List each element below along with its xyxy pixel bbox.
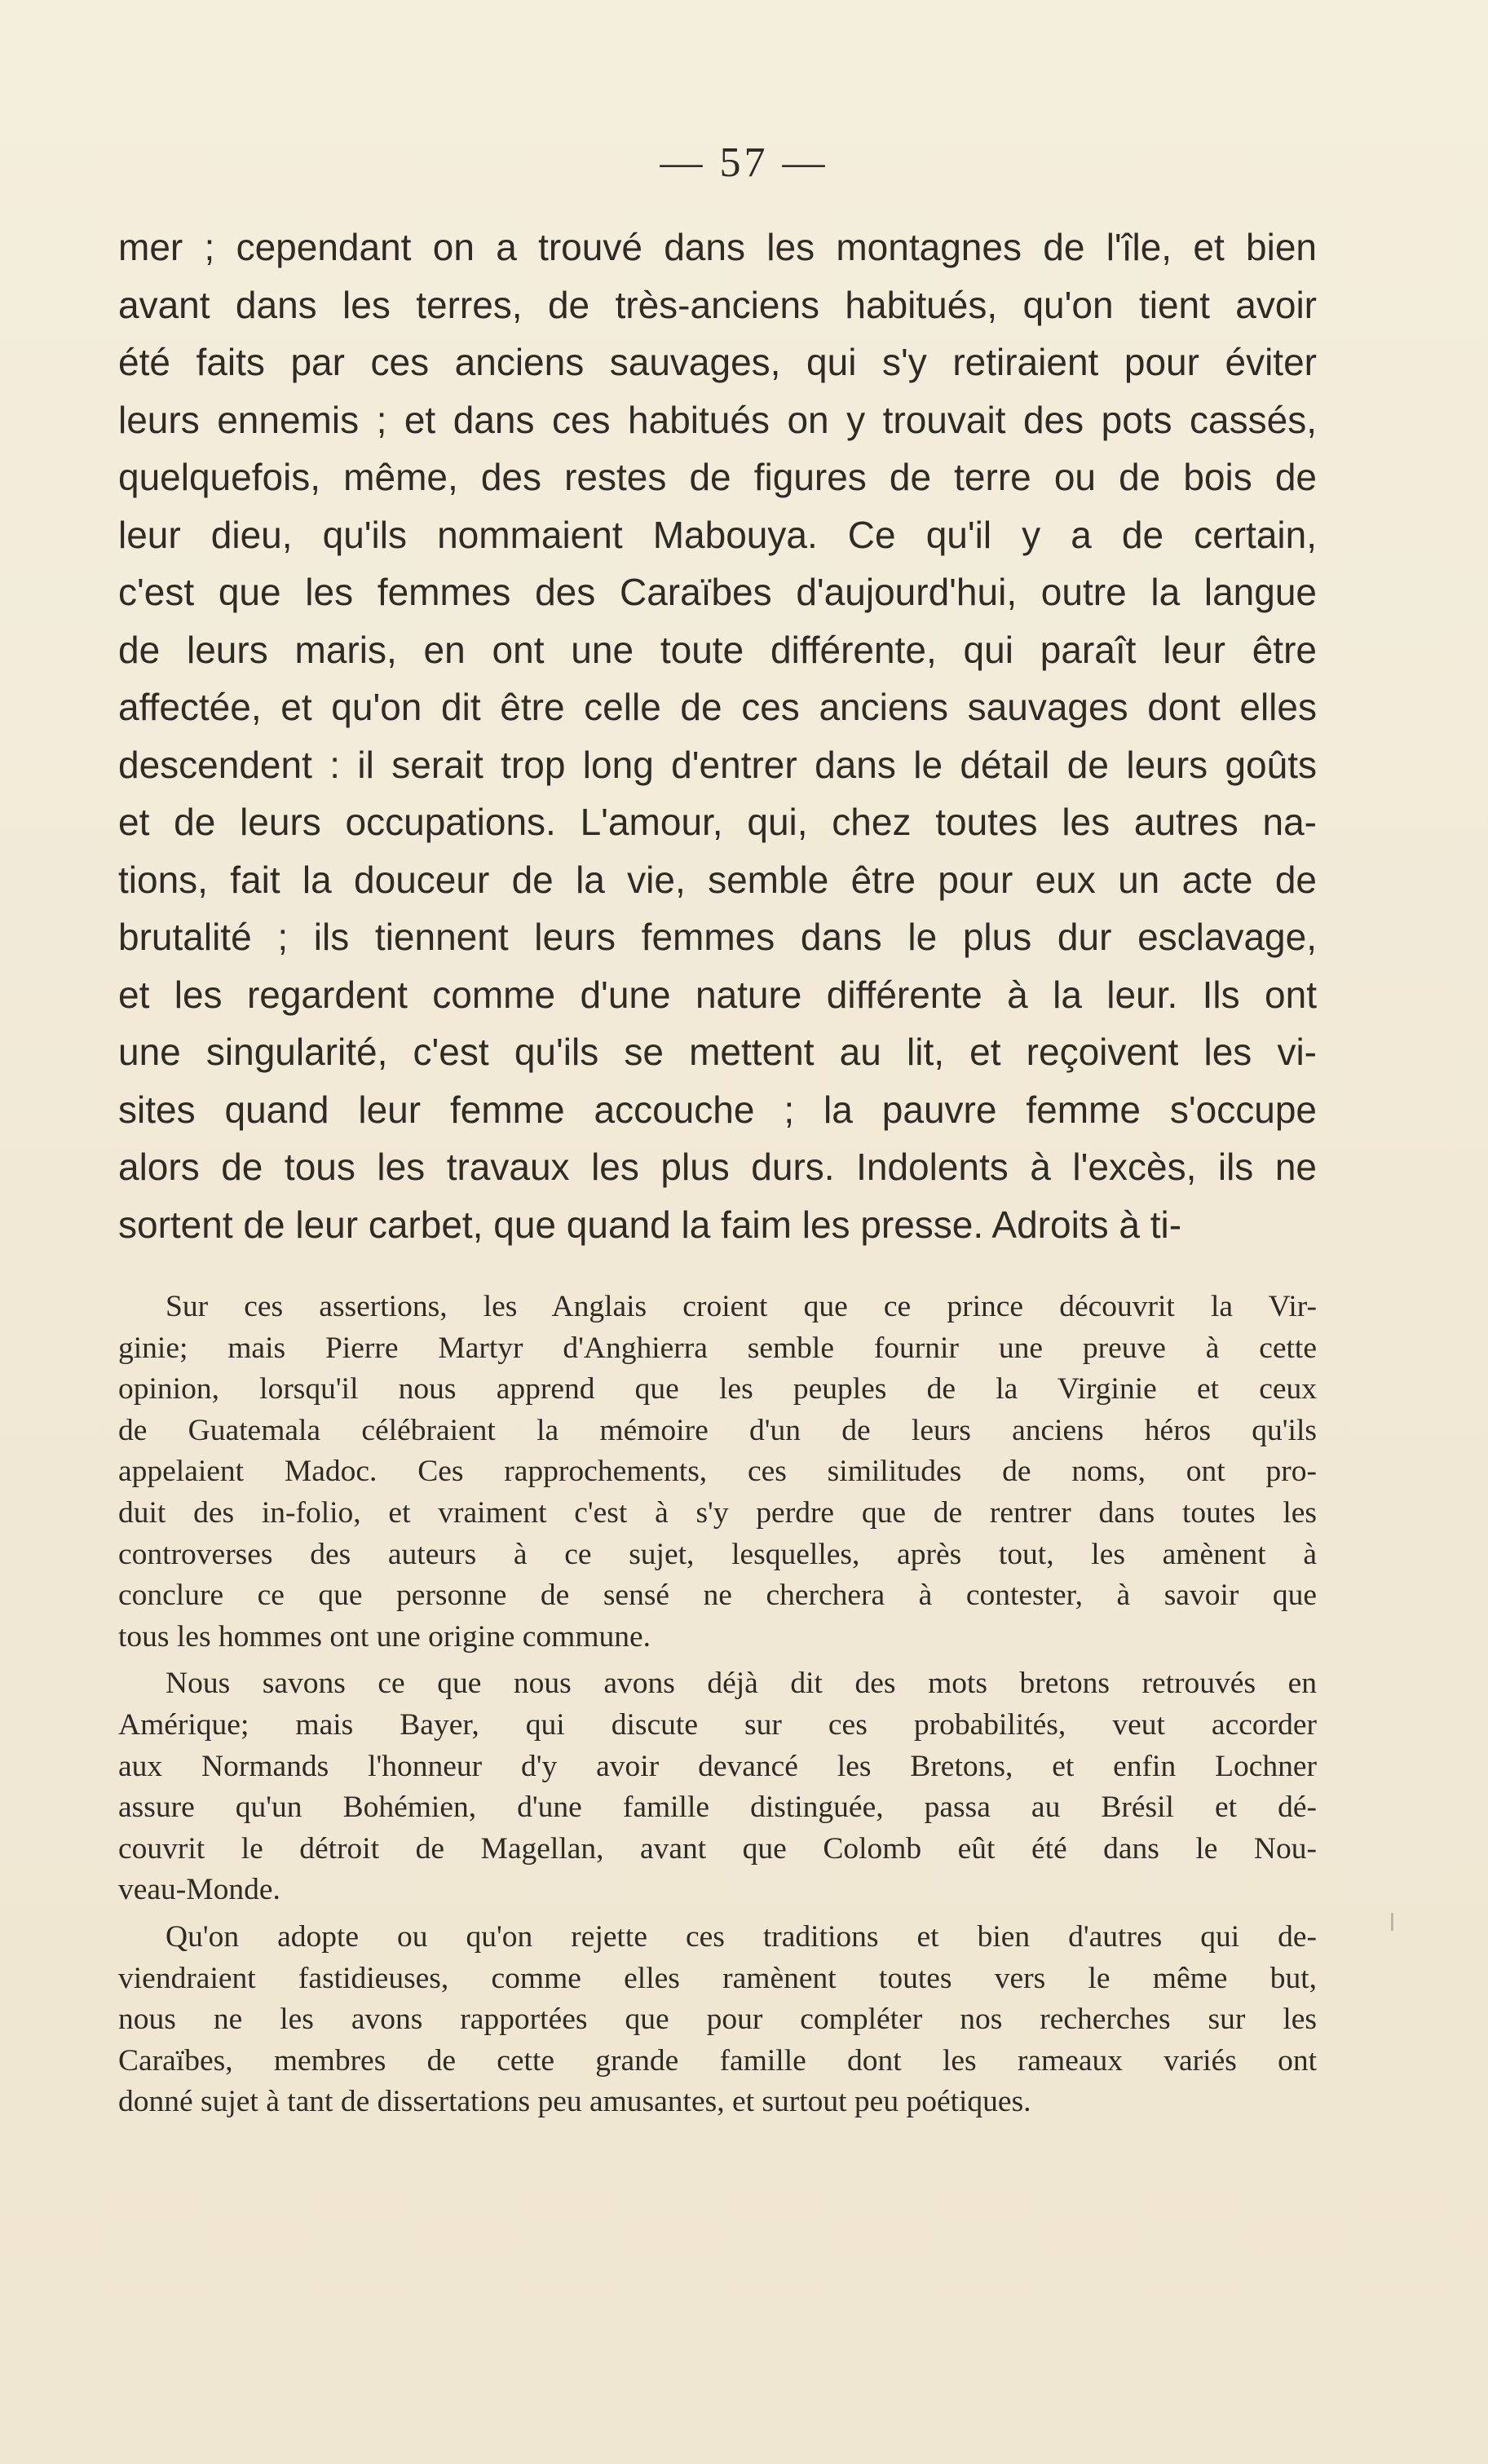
text-line: leurs ennemis ; et dans ces habitués on y trouvait des pots cassés, [118,398,1317,441]
footnote-line: ginie; mais Pierre Martyr d'Anghierra semble fournir une preuve à cette [118,1331,1317,1365]
footnote-line: couvrit le détroit de Magellan, avant que Colomb eût été dans le Nou- [118,1831,1317,1866]
page-number: — 57 — [660,139,828,186]
text-line: été faits par ces anciens sauvages, qui s'y retiraient pour éviter [118,341,1317,383]
footnote-line: Qu'on adopte ou qu'on rejette ces traditions et bien d'autres qui de- [166,1919,1317,1954]
main-text [118,219,1317,1253]
footnote-line: opinion, lorsqu'il nous apprend que les peuples de la Virginie et ceux [118,1372,1317,1406]
text-line: une singularité, c'est qu'ils se mettent au lit, et reçoivent les vi- [118,1031,1317,1073]
footnote-line: assure qu'un Bohémien, d'une famille distinguée, passa au Brésil et dé- [118,1791,1317,1825]
text-line: de leurs maris, en ont une toute différente, qui paraît leur être [118,628,1317,671]
text-line: leur dieu, qu'ils nommaient Mabouya. Ce qu'il y a de certain, [118,513,1317,556]
footnote-line: viendraient fastidieuses, comme elles ramènent toutes vers le même but, [118,1961,1317,1995]
footnotes [118,1287,1317,2123]
footnote-line: Caraïbes, membres de cette grande famille dont les rameaux variés ont [118,2043,1317,2078]
text-line: mer ; cependant on a trouvé dans les montagnes de l'île, et bien [118,226,1317,268]
footnote-line: Sur ces assertions, les Anglais croient que ce prince découvrit la Vir- [166,1290,1317,1323]
text-line: tions, fait la douceur de la vie, semble être pour eux un acte de [118,858,1317,901]
text-line: quelquefois, même, des restes de figures de terre ou de bois de [118,456,1317,498]
text-line: alors de tous les travaux les plus durs. Indolents à l'excès, ils ne [118,1146,1317,1188]
text-line: avant dans les terres, de très-anciens habitués, qu'on tient avoir [118,283,1317,326]
footnote-line: controverses des auteurs à ce sujet, lesquelles, après tout, les amènent à [118,1537,1317,1571]
footnote-line: Nous savons ce que nous avons déjà dit des mots bretons retrouvés en [166,1667,1317,1701]
text-line: affectée, et qu'on dit être celle de ces anciens sauvages dont elles [118,686,1317,728]
footnote-line: duit des in-folio, et vraiment c'est à s'y perdre que de rentrer dans toutes les [118,1495,1317,1530]
footnote-line: de Guatemala célébraient la mémoire d'un de leurs anciens héros qu'ils [118,1413,1317,1447]
text-line: sites quand leur femme accouche ; la pauvre femme s'occupe [118,1088,1317,1131]
text-line: et de leurs occupations. L'amour, qui, chez toutes les autres na- [118,801,1317,843]
footnote-line: Amérique; mais Bayer, qui discute sur ces probabilités, veut accorder [118,1707,1317,1742]
footnote-line: donné sujet à tant de dissertations peu amusantes, et surtout peu poétiques. [118,2085,1031,2119]
text-line: sortent de leur carbet, que quand la faim les presse. Adroits à ti- [118,1203,1182,1246]
footnote-paragraph [118,1917,1317,2123]
margin-mark [1391,1913,1393,1931]
footnote-line: aux Normands l'honneur d'y avoir devancé les Bretons, et enfin Lochner [118,1749,1317,1783]
footnote-line: veau-Monde. [118,1873,280,1907]
text-line: brutalité ; ils tiennent leurs femmes dans le plus dur esclavage, [118,916,1317,958]
text-line: et les regardent comme d'une nature différente à la leur. Ils ont [118,973,1317,1016]
footnote-line: tous les hommes ont une origine commune. [118,1619,651,1654]
footnote-line: appelaient Madoc. Ces rapprochements, ces similitudes de noms, ont pro- [118,1455,1317,1489]
footnote-line: conclure ce que personne de sensé ne cherchera à contester, à savoir que [118,1579,1317,1613]
footnote-paragraph [118,1663,1317,1911]
footnote-line: nous ne les avons rapportées que pour compléter nos recherches sur les [118,2003,1317,2037]
text-line: descendent : il serait trop long d'entrer dans le détail de leurs goûts [118,743,1317,786]
footnote-paragraph [118,1287,1317,1658]
text-line: c'est que les femmes des Caraïbes d'aujourd'hui, outre la langue [118,571,1317,613]
